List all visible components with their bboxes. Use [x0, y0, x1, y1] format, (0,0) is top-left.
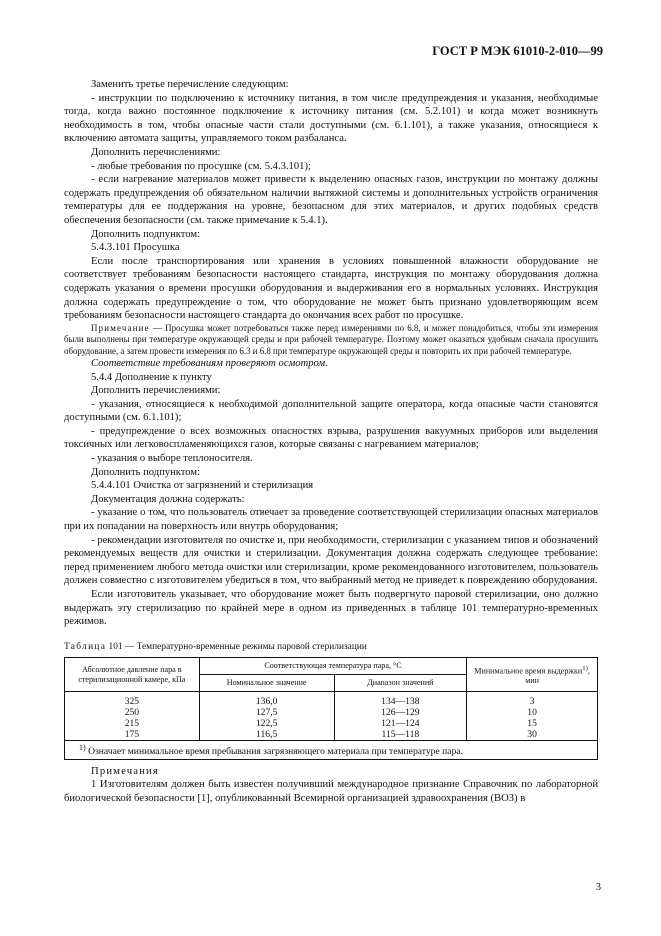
- footnote-text: Означает минимальное время пребывания загрязняющего материала при температуре пара.: [88, 746, 463, 758]
- column-header: Номинальное значение: [199, 675, 334, 692]
- paragraph: - любые требования по просушке (см. 5.4.3.101);: [91, 160, 311, 172]
- section-heading: 5.4.4.101 Очистка от загрязнений и стерилизация: [91, 480, 314, 492]
- table-cell: 250: [65, 707, 200, 718]
- notes-heading: Примечания: [91, 765, 159, 777]
- note-item: 1 Изготовителям должен быть известен получивший международное признание Справочник по лабораторной биологической безопасности [1], опубликованный Всемирной организацией здравоохранения (ВОЗ) в: [64, 779, 598, 804]
- table-cell: 175: [65, 729, 200, 741]
- paragraph: Дополнить подпунктом:: [91, 228, 201, 240]
- footnote-marker: 1): [79, 743, 86, 753]
- table-cell: 126—129: [334, 707, 467, 718]
- column-header-text: Минимальное время выдержки: [474, 666, 583, 676]
- table-caption: [64, 641, 598, 655]
- paragraph: Дополнить подпунктом:: [91, 466, 201, 478]
- table-row: [65, 692, 598, 708]
- table-caption-label: Таблица: [64, 641, 107, 652]
- table-footnote: [65, 741, 598, 759]
- table-row: [65, 729, 598, 741]
- paragraph: - инструкции по подключению к источнику питания, в том числе предупреждения и указания, необходимые тогда, когда важно постоянное подключение к источнику питания (см. 5.2.101) и когда может возникнуть необходимость в том, чтобы опасные части стали доступными (см. 6.1.101), а также указания, относящиеся к включению автомата защиты, управляемого током разбаланса.: [64, 92, 598, 145]
- column-header: Соответствующая температура пара, °С: [199, 658, 466, 675]
- table-cell: 3: [467, 692, 598, 708]
- table-cell: 30: [467, 729, 598, 741]
- paragraph: - указание о том, что пользователь отвечает за проведение соответствующей стерилизации опасных материалов при их попадании на поверхность или внутрь оборудования;: [64, 507, 598, 533]
- paragraph: Заменить третье перечисление следующим:: [91, 79, 289, 90]
- column-header: Абсолютное давление пара в стерилизационной камере, кПа: [65, 658, 200, 692]
- table-cell: 136,0: [199, 692, 334, 708]
- table-caption-title: — Температурно-временные режимы паровой стерилизации: [124, 641, 367, 652]
- column-header: Диапазон значений: [334, 675, 467, 692]
- standard-header: ГОСТ Р МЭК 61010-2-010—99: [432, 44, 603, 58]
- note-text: — Просушка может потребоваться также перед измерениями по 6.8, и может понадобиться, чтобы эти измерения были выполнены при температуре окружающей среды и при рабочей температуре. Поэтому может оказаться удобным сначала просушить оборудование, а затем провести измерения по 6.3 и 6.8 при температуре окружающей среды и повторить их при рабочей температуре.: [64, 322, 598, 356]
- paragraph: - указания, относящиеся к необходимой дополнительной защите оператора, когда опасные части становятся доступными (см. 6.1.101);: [64, 398, 598, 424]
- note-caption: Примечание: [91, 322, 150, 333]
- table-cell: 10: [467, 707, 598, 718]
- section-heading: 5.4.3.101 Просушка: [91, 242, 180, 254]
- paragraph: Дополнить перечислениями:: [91, 146, 221, 158]
- table-cell: 325: [65, 692, 200, 708]
- paragraph: Если изготовитель указывает, что оборудование может быть подвергнуто паровой стерилизации, оно должно выдержать эту стерилизацию по крайней мере в одном из приведенных в таблице 101 температурно-временных режимов.: [64, 589, 598, 628]
- paragraph: Если после транспортирования или хранения в условиях повышенной влажности оборудование не соответствует требованиям безопасности настоящего стандарта, инструкция по монтажу оборудования должна содержать указания о времени просушки оборудования и выдерживания его в нормальных условиях. Инструкция должна содержать предупреждение о том, что оборудование не может быть признано удовлетворяющим всем требованиям безопасности настоящего стандарта до окончания всех работ по просушке.: [64, 255, 598, 322]
- table-cell: 15: [467, 718, 598, 729]
- table-cell: 127,5: [199, 707, 334, 718]
- page-content: [64, 78, 598, 805]
- table-cell: 215: [65, 718, 200, 729]
- table-cell: 116,5: [199, 729, 334, 741]
- table-row: [65, 718, 598, 729]
- note: [64, 323, 598, 357]
- paragraph: - если нагревание материалов может привести к выделению опасных газов, инструкции по монтажу должны содержать предупреждения об обязательном наличии вытяжной системы и дополнительных устройств ограничения температуры для ее поддержания на уровне, безопасном для этих материалов, и других подобных средств обеспечения безопасности (см. также примечание к 5.4.1).: [64, 174, 598, 226]
- sterilization-table: [64, 657, 598, 759]
- page-number: 3: [595, 882, 601, 893]
- table-cell: 121—124: [334, 718, 467, 729]
- table-row: [65, 707, 598, 718]
- table-footnote-row: [65, 741, 598, 759]
- paragraph: - указания о выборе теплоносителя.: [91, 453, 253, 465]
- table-cell: 122,5: [199, 718, 334, 729]
- column-header: [467, 658, 598, 692]
- paragraph: - рекомендации изготовителя по очистке и, при необходимости, стерилизации с указанием типов и обозначений рекомендуемых веществ для очистки и стерилизации. Документация должна содержать следующее требование: перед применением любого метода очистки или стерилизации, кроме рекомендованного изготовителем, пользователь должен совместно с изготовителем убедиться в том, что выбранный метод не приведет к повреждению оборудования.: [64, 534, 598, 587]
- footnote-marker: 1): [582, 664, 588, 672]
- paragraph: - предупреждение о всех возможных опасностях взрыва, разрушения вакуумных приборов или выделения токсичных или легковоспламеняющихся газов, которые связаны с нагреванием материалов;: [64, 425, 598, 451]
- paragraph: Дополнить перечислениями:: [91, 385, 221, 397]
- table-cell: 115—118: [334, 729, 467, 741]
- paragraph: Документация должна содержать:: [91, 493, 245, 505]
- compliance-check: Соответствие требованиям проверяют осмотром.: [91, 357, 328, 369]
- table-cell: 134—138: [334, 692, 467, 708]
- column-header-unit: , мин: [525, 666, 590, 686]
- table-caption-number: 101: [108, 641, 123, 652]
- section-heading: 5.4.4 Дополнение к пункту: [91, 371, 212, 383]
